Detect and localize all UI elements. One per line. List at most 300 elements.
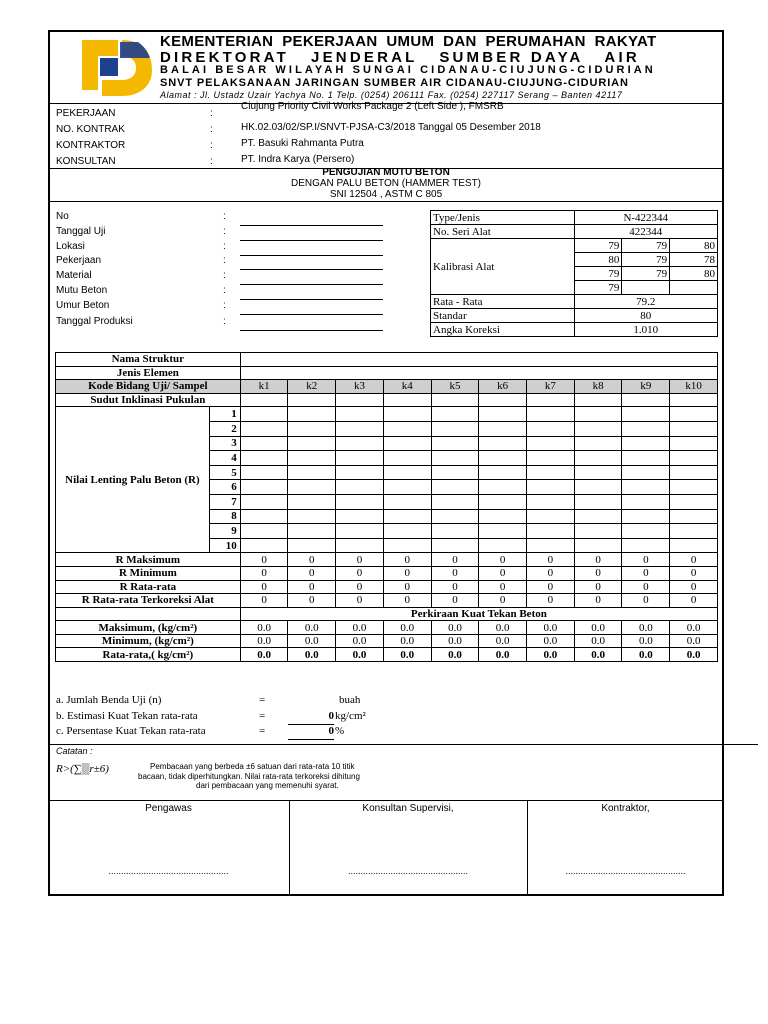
stat-value: 0 (336, 553, 384, 567)
reading-cell[interactable] (622, 407, 670, 422)
reading-cell[interactable] (622, 509, 670, 524)
type-label: Type/Jenis (431, 211, 575, 225)
field-colon: : (223, 211, 226, 222)
strength-label: Maksimum, (kg/cm²) (56, 621, 241, 635)
calibration-cell: 80 (670, 239, 718, 253)
project-colon: : (210, 124, 213, 135)
stat-value: 0 (431, 594, 479, 608)
calibration-cell: 79 (622, 239, 670, 253)
field-label: No (56, 211, 69, 222)
stat-value: 0 (336, 566, 384, 580)
reading-cell[interactable] (670, 451, 718, 466)
field-label: Pekerjaan (56, 255, 102, 266)
doc-standard: SNI 12504 , ASTM C 805 (329, 189, 443, 200)
ministry-name: KEMENTERIAN PEKERJAAN UMUM DAN PERUMAHAN RAKYAT (160, 33, 657, 50)
field-label: Mutu Beton (56, 285, 108, 296)
reading-cell[interactable] (622, 436, 670, 451)
reading-cell[interactable] (479, 436, 527, 451)
stat-value: 0 (383, 580, 431, 594)
stat-value: 0 (288, 594, 336, 608)
strength-value: 0.0 (288, 634, 336, 648)
reading-cell[interactable] (336, 494, 384, 509)
reading-cell[interactable] (622, 465, 670, 480)
reading-cell[interactable] (240, 538, 288, 553)
stat-value: 0 (622, 594, 670, 608)
reading-cell[interactable] (527, 480, 575, 495)
reading-cell[interactable] (240, 465, 288, 480)
stat-value: 0 (288, 580, 336, 594)
reading-cell[interactable] (527, 538, 575, 553)
reading-cell[interactable] (383, 436, 431, 451)
strength-value: 0.0 (479, 621, 527, 635)
reading-cell[interactable] (670, 524, 718, 539)
stat-value: 0 (670, 553, 718, 567)
field-label: Lokasi (56, 241, 85, 252)
calibration-cell: 80 (574, 253, 622, 267)
calibration-cell: 80 (670, 267, 718, 281)
reading-cell[interactable] (288, 465, 336, 480)
stat-label: R Rata-rata Terkoreksi Alat (56, 594, 241, 608)
reading-cell[interactable] (622, 524, 670, 539)
strength-value: 0.0 (240, 648, 288, 662)
strength-header-blank (56, 607, 241, 621)
notes-line-3: dari pembacaan yang memenuhi syarat. (196, 781, 339, 790)
inclination-cell[interactable] (240, 393, 288, 407)
directorate-name: DIREKTORAT JENDERAL SUMBER DAYA AIR (160, 49, 640, 66)
reading-number: 4 (209, 451, 240, 466)
reading-cell[interactable] (288, 538, 336, 553)
calibration-cell: 79 (574, 281, 622, 295)
stat-label: R Maksimum (56, 553, 241, 567)
field-colon: : (223, 316, 226, 327)
structure-name-label: Nama Struktur (56, 353, 241, 367)
calibration-label: Kalibrasi Alat (431, 239, 575, 295)
element-type-label: Jenis Elemen (56, 366, 241, 380)
reading-cell[interactable] (240, 436, 288, 451)
unit-name: SNVT PELAKSANAAN JARINGAN SUMBER AIR CIDANAU-CIUJUNG-CIDURIAN (160, 77, 629, 89)
summary-label: b. Estimasi Kuat Tekan rata-rata (56, 710, 198, 722)
stat-value: 0 (622, 580, 670, 594)
reading-cell[interactable] (622, 451, 670, 466)
reading-cell[interactable] (527, 509, 575, 524)
stat-value: 0 (240, 594, 288, 608)
signature-role: Konsultan Supervisi, (362, 803, 454, 814)
sample-code-label: Kode Bidang Uji/ Sampel (56, 380, 241, 394)
stat-value: 0 (479, 566, 527, 580)
reading-cell[interactable] (574, 509, 622, 524)
doc-subtitle: DENGAN PALU BETON (HAMMER TEST) (290, 178, 482, 189)
reading-cell[interactable] (670, 494, 718, 509)
sample-code: k1 (240, 380, 288, 394)
field-input-line[interactable] (240, 225, 383, 226)
summary-label: a. Jumlah Benda Uji (n) (56, 694, 162, 706)
stat-label: R Minimum (56, 566, 241, 580)
stat-value: 0 (527, 594, 575, 608)
signature-role: Kontraktor, (601, 803, 650, 814)
reading-number: 7 (209, 494, 240, 509)
field-colon: : (223, 300, 226, 311)
summary-unit: kg/cm² (335, 710, 366, 722)
strength-value: 0.0 (336, 634, 384, 648)
reading-cell[interactable] (431, 451, 479, 466)
inclination-cell[interactable] (288, 393, 336, 407)
stat-value: 0 (622, 566, 670, 580)
reading-cell[interactable] (431, 436, 479, 451)
reading-cell[interactable] (288, 407, 336, 422)
reading-cell[interactable] (336, 421, 384, 436)
strength-value: 0.0 (622, 634, 670, 648)
reading-cell[interactable] (574, 494, 622, 509)
reading-cell[interactable] (240, 524, 288, 539)
correction-value: 1.010 (574, 323, 718, 337)
reading-cell[interactable] (431, 524, 479, 539)
strength-value: 0.0 (527, 621, 575, 635)
reading-cell[interactable] (527, 436, 575, 451)
project-value: HK.02.03/02/SP.I/SNVT-PJSA-C3/2018 Tanggal 05 Desember 2018 (241, 122, 541, 133)
reading-cell[interactable] (479, 407, 527, 422)
reading-cell[interactable] (479, 494, 527, 509)
summary-divider (48, 744, 758, 745)
sample-code: k6 (479, 380, 527, 394)
stat-value: 0 (479, 553, 527, 567)
strength-value: 0.0 (670, 648, 718, 662)
inclination-label: Sudut Inklinasi Pukulan (56, 393, 241, 407)
reading-cell[interactable] (574, 421, 622, 436)
stat-value: 0 (383, 566, 431, 580)
field-label: Tanggal Produksi (56, 316, 133, 327)
sample-code: k3 (336, 380, 384, 394)
reading-cell[interactable] (670, 509, 718, 524)
strength-value: 0.0 (383, 634, 431, 648)
structure-name-label-value[interactable] (240, 353, 717, 367)
project-colon: : (210, 140, 213, 151)
reading-cell[interactable] (383, 407, 431, 422)
average-value: 79.2 (574, 295, 718, 309)
signature-line[interactable]: ................................................ (565, 866, 686, 876)
reading-cell[interactable] (574, 451, 622, 466)
reading-number: 6 (209, 480, 240, 495)
strength-value: 0.0 (574, 634, 622, 648)
stat-value: 0 (670, 594, 718, 608)
field-input-line[interactable] (240, 330, 383, 331)
calibration-cell (670, 281, 718, 295)
inclination-cell[interactable] (431, 393, 479, 407)
project-label: KONTRAKTOR (56, 140, 126, 151)
field-input-line[interactable] (240, 240, 383, 241)
reading-cell[interactable] (288, 451, 336, 466)
strength-value: 0.0 (479, 648, 527, 662)
serial-label: No. Seri Alat (431, 225, 575, 239)
reading-cell[interactable] (622, 480, 670, 495)
strength-value: 0.0 (527, 648, 575, 662)
reading-cell[interactable] (240, 480, 288, 495)
stat-value: 0 (670, 566, 718, 580)
sample-code: k4 (383, 380, 431, 394)
reading-cell[interactable] (574, 465, 622, 480)
results-table (55, 352, 718, 662)
reading-number: 8 (209, 509, 240, 524)
reading-cell[interactable] (336, 436, 384, 451)
pu-logo-icon (78, 36, 156, 100)
inclination-cell[interactable] (574, 393, 622, 407)
stat-value: 0 (574, 566, 622, 580)
sample-code: k5 (431, 380, 479, 394)
project-value: PT. Indra Karya (Persero) (241, 154, 355, 165)
summary-equals: = (259, 694, 266, 706)
notes-title: Catatan : (56, 746, 93, 756)
stat-value: 0 (622, 553, 670, 567)
stat-value: 0 (527, 553, 575, 567)
reading-number: 1 (209, 407, 240, 422)
strength-value: 0.0 (240, 621, 288, 635)
inclination-cell[interactable] (670, 393, 718, 407)
summary-value: 0 (328, 710, 334, 722)
stat-value: 0 (479, 580, 527, 594)
reading-cell[interactable] (431, 480, 479, 495)
reading-cell[interactable] (527, 524, 575, 539)
reading-cell[interactable] (574, 480, 622, 495)
project-value: PT. Basuki Rahmanta Putra (241, 138, 364, 149)
strength-value: 0.0 (670, 634, 718, 648)
office-name: BALAI BESAR WILAYAH SUNGAI CIDANAU-CIUJUNG-CIDURIAN (160, 64, 656, 76)
stat-value: 0 (574, 594, 622, 608)
reading-cell[interactable] (574, 407, 622, 422)
summary-unit: buah (339, 694, 361, 706)
sig-divider-2 (527, 800, 528, 896)
stat-value: 0 (240, 553, 288, 567)
reading-number: 2 (209, 421, 240, 436)
reading-cell[interactable] (383, 480, 431, 495)
calibration-cell (622, 281, 670, 295)
reading-cell[interactable] (288, 436, 336, 451)
reading-cell[interactable] (383, 451, 431, 466)
notes-divider (48, 800, 724, 801)
field-input-line[interactable] (240, 314, 383, 315)
calibration-cell: 79 (574, 267, 622, 281)
title-divider (48, 201, 724, 202)
stat-value: 0 (288, 553, 336, 567)
stat-value: 0 (527, 580, 575, 594)
reading-cell[interactable] (336, 480, 384, 495)
strength-value: 0.0 (431, 621, 479, 635)
reading-cell[interactable] (383, 538, 431, 553)
reading-cell[interactable] (670, 465, 718, 480)
inclination-cell[interactable] (527, 393, 575, 407)
reading-cell[interactable] (336, 509, 384, 524)
sample-code: k8 (574, 380, 622, 394)
reading-cell[interactable] (431, 538, 479, 553)
reading-cell[interactable] (240, 509, 288, 524)
reading-cell[interactable] (431, 421, 479, 436)
project-label: PEKERJAAN (56, 108, 116, 119)
calibration-cell: 78 (670, 253, 718, 267)
sample-code: k2 (288, 380, 336, 394)
field-colon: : (223, 241, 226, 252)
reading-cell[interactable] (479, 421, 527, 436)
reading-cell[interactable] (479, 451, 527, 466)
instrument-table (430, 210, 718, 337)
field-input-line[interactable] (240, 269, 383, 270)
sample-code: k10 (670, 380, 718, 394)
ministry-logo (78, 36, 156, 100)
reading-cell[interactable] (527, 494, 575, 509)
reading-cell[interactable] (336, 407, 384, 422)
strength-value: 0.0 (574, 648, 622, 662)
serial-value: 422344 (574, 225, 718, 239)
field-colon: : (223, 226, 226, 237)
reading-cell[interactable] (240, 407, 288, 422)
stat-value: 0 (288, 566, 336, 580)
sample-code: k7 (527, 380, 575, 394)
reading-cell[interactable] (336, 524, 384, 539)
reading-cell[interactable] (527, 407, 575, 422)
reading-cell[interactable] (336, 538, 384, 553)
summary-equals: = (259, 710, 266, 722)
strength-value: 0.0 (622, 648, 670, 662)
strength-value: 0.0 (527, 634, 575, 648)
reading-cell[interactable] (479, 524, 527, 539)
sample-code: k9 (622, 380, 670, 394)
reading-cell[interactable] (383, 524, 431, 539)
reading-cell[interactable] (431, 407, 479, 422)
reading-cell[interactable] (574, 436, 622, 451)
reading-cell[interactable] (336, 451, 384, 466)
reading-cell[interactable] (288, 480, 336, 495)
reading-cell[interactable] (431, 509, 479, 524)
notes-formula: R>(∑▒r±6) (56, 763, 109, 775)
reading-cell[interactable] (288, 524, 336, 539)
reading-cell[interactable] (479, 538, 527, 553)
reading-cell[interactable] (383, 509, 431, 524)
project-colon: : (210, 156, 213, 167)
signature-role: Pengawas (145, 803, 192, 814)
field-input-line[interactable] (240, 255, 383, 256)
summary-value: 0 (328, 725, 334, 737)
reading-number: 10 (209, 538, 240, 553)
calibration-cell: 79 (622, 253, 670, 267)
stat-value: 0 (336, 580, 384, 594)
project-label: KONSULTAN (56, 156, 116, 167)
summary-label: c. Persentase Kuat Tekan rata-rata (56, 725, 206, 737)
reading-cell[interactable] (431, 465, 479, 480)
reading-cell[interactable] (240, 451, 288, 466)
strength-value: 0.0 (622, 621, 670, 635)
stat-value: 0 (383, 553, 431, 567)
stat-value: 0 (431, 553, 479, 567)
reading-cell[interactable] (383, 494, 431, 509)
stat-value: 0 (431, 566, 479, 580)
summary-equals: = (259, 725, 266, 737)
stat-value: 0 (336, 594, 384, 608)
rebound-label: Nilai Lenting Palu Beton (R) (56, 407, 210, 553)
reading-cell[interactable] (479, 465, 527, 480)
notes-line-1: Pembacaan yang berbeda ±6 satuan dari rata-rata 10 titik (150, 762, 355, 771)
reading-cell[interactable] (622, 494, 670, 509)
stat-value: 0 (574, 553, 622, 567)
reading-cell[interactable] (670, 436, 718, 451)
stat-value: 0 (527, 566, 575, 580)
stat-value: 0 (574, 580, 622, 594)
reading-cell[interactable] (622, 538, 670, 553)
inclination-cell[interactable] (383, 393, 431, 407)
element-type-label-value[interactable] (240, 366, 717, 380)
reading-cell[interactable] (383, 465, 431, 480)
inclination-cell[interactable] (479, 393, 527, 407)
reading-cell[interactable] (288, 494, 336, 509)
signature-line[interactable]: ................................................ (108, 866, 229, 876)
reading-cell[interactable] (479, 480, 527, 495)
field-input-line[interactable] (240, 299, 383, 300)
reading-cell[interactable] (527, 421, 575, 436)
reading-cell[interactable] (622, 421, 670, 436)
stat-value: 0 (240, 566, 288, 580)
reading-cell[interactable] (479, 509, 527, 524)
reading-cell[interactable] (670, 538, 718, 553)
summary-value-line (288, 739, 334, 740)
reading-cell[interactable] (574, 538, 622, 553)
address-line: Alamat : Jl. Ustadz Uzair Yachya No. 1 Telp. (0254) 206111 Fax. (0254) 227117 Serang – Banten 42117 (160, 90, 623, 100)
reading-cell[interactable] (574, 524, 622, 539)
inclination-cell[interactable] (336, 393, 384, 407)
reading-cell[interactable] (288, 421, 336, 436)
strength-value: 0.0 (431, 634, 479, 648)
strength-value: 0.0 (336, 621, 384, 635)
stat-value: 0 (431, 580, 479, 594)
summary-unit: % (335, 725, 345, 737)
reading-cell[interactable] (431, 494, 479, 509)
strength-value: 0.0 (479, 634, 527, 648)
reading-number: 3 (209, 436, 240, 451)
strength-label: Minimum, (kg/cm²) (56, 634, 241, 648)
doc-title: PENGUJIAN MUTU BETON (322, 167, 450, 178)
reading-cell[interactable] (670, 480, 718, 495)
reading-cell[interactable] (670, 421, 718, 436)
signature-line[interactable]: ................................................ (347, 866, 469, 876)
strength-value: 0.0 (240, 634, 288, 648)
reading-number: 9 (209, 524, 240, 539)
notes-line-2: bacaan, tidak diperhitungkan. Nilai rata-rata terkoreksi dihitung (138, 772, 360, 781)
strength-value: 0.0 (670, 621, 718, 635)
reading-cell[interactable] (240, 494, 288, 509)
reading-cell[interactable] (383, 421, 431, 436)
field-input-line[interactable] (240, 284, 383, 285)
strength-value: 0.0 (574, 621, 622, 635)
field-colon: : (223, 255, 226, 266)
strength-value: 0.0 (383, 648, 431, 662)
reading-cell[interactable] (288, 509, 336, 524)
reading-cell[interactable] (527, 451, 575, 466)
correction-label: Angka Koreksi (431, 323, 575, 337)
project-value: Ciujung Priority Civil Works Package 2 (Left Side ), FMSRB (241, 101, 504, 112)
field-colon: : (223, 270, 226, 281)
strength-value: 0.0 (383, 621, 431, 635)
project-label: NO. KONTRAK (56, 124, 125, 135)
standard-value: 80 (574, 309, 718, 323)
type-value: N-422344 (574, 211, 718, 225)
inclination-cell[interactable] (622, 393, 670, 407)
stat-value: 0 (383, 594, 431, 608)
calibration-cell: 79 (622, 267, 670, 281)
reading-cell[interactable] (336, 465, 384, 480)
strength-label: Rata-rata,( kg/cm²) (56, 648, 241, 662)
reading-cell[interactable] (527, 465, 575, 480)
reading-cell[interactable] (670, 407, 718, 422)
field-colon: : (223, 285, 226, 296)
reading-cell[interactable] (240, 421, 288, 436)
stat-value: 0 (479, 594, 527, 608)
strength-header: Perkiraan Kuat Tekan Beton (240, 607, 717, 621)
strength-value: 0.0 (288, 648, 336, 662)
